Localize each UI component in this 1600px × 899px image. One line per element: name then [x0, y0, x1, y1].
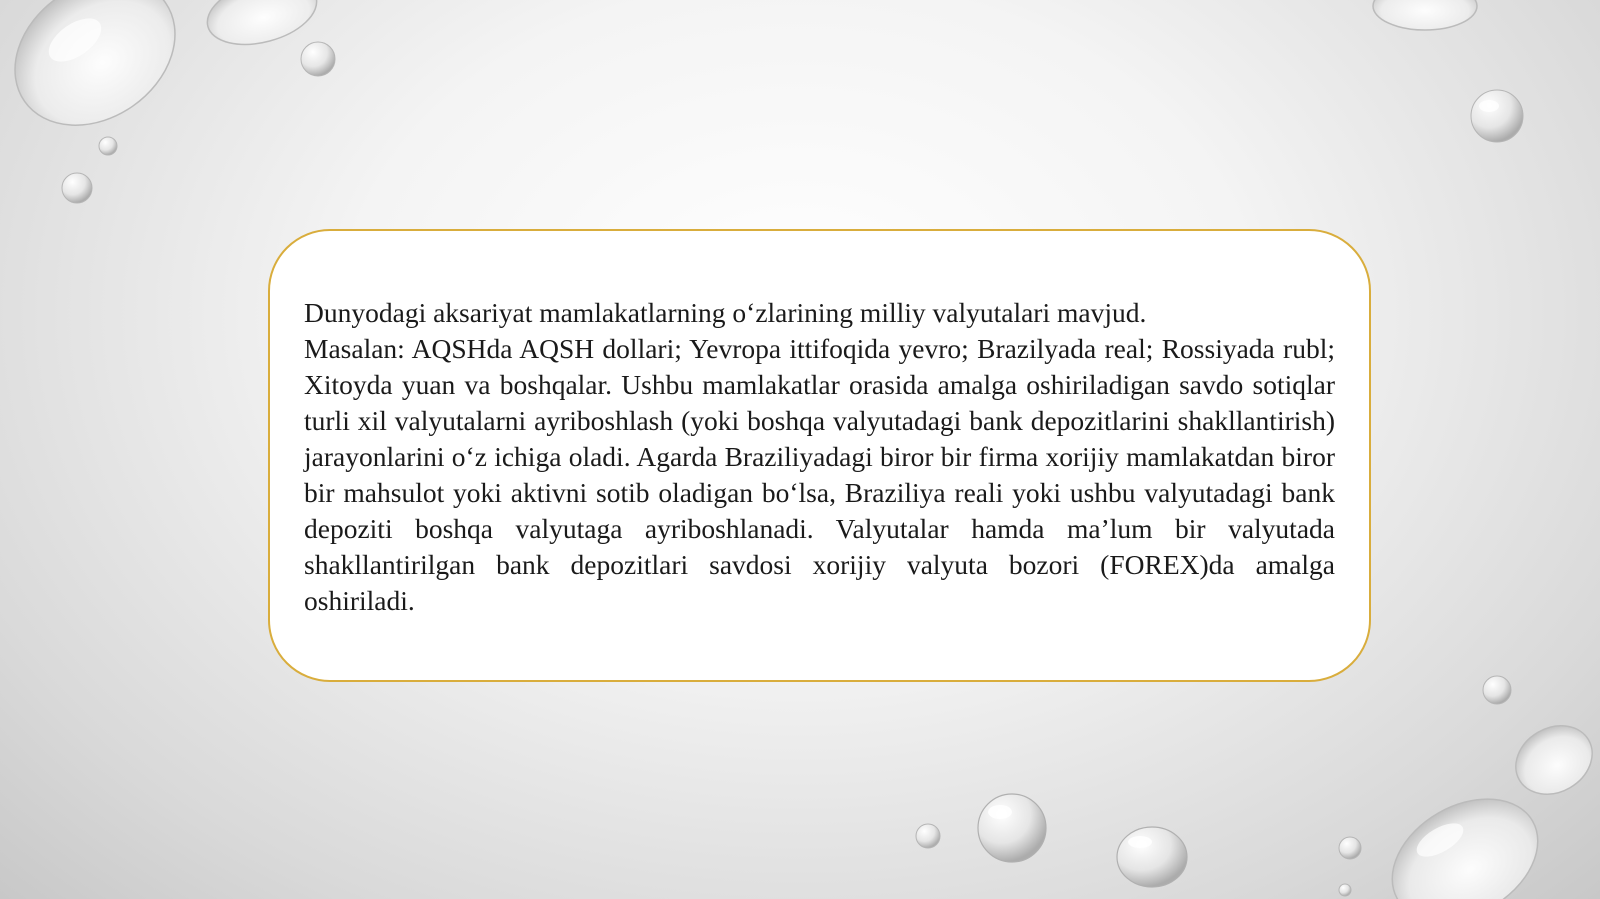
droplet-group-top-right	[1373, 0, 1523, 142]
intro-sentence: Dunyodagi aksariyat mamlakatlarning o‘zlarining milliy valyutalari mavjud.	[304, 297, 1147, 328]
droplet-group-bottom-center	[916, 794, 1187, 887]
examples-paragraph: Masalan: AQSHda AQSH dollari; Yevropa ittifoqida yevro; Brazilyada real; Rossiyada rubl; Xitoyda yuan va boshqalar. Ushbu mamlakatlar orasida amalga oshiriladigan savdo sotiqlar turli xil valyutalarni ayriboshlash (yoki boshqa valyutadagi bank depozitlarini shakllantirish) jarayonlarini o‘z ichiga oladi. Agarda Braziliyadagi biror bir firma xorijiy mamlakatdan biror bir mahsulot yoki aktivni sotib oladigan bo‘lsa, Braziliya reali yoki ushbu valyutadagi bank depoziti boshqa valyutaga ayriboshlanadi. Valyutalar hamda ma’lum bir valyutada shakllantirilgan bank depozitlari savdosi xorijiy valyuta bozori (FOREX)da amalga oshiriladi.	[304, 333, 1335, 616]
text-card	[268, 229, 1371, 682]
droplet-group-bottom-right	[1339, 676, 1600, 899]
body-text	[304, 295, 1335, 619]
droplet-group-top-left	[0, 0, 335, 203]
